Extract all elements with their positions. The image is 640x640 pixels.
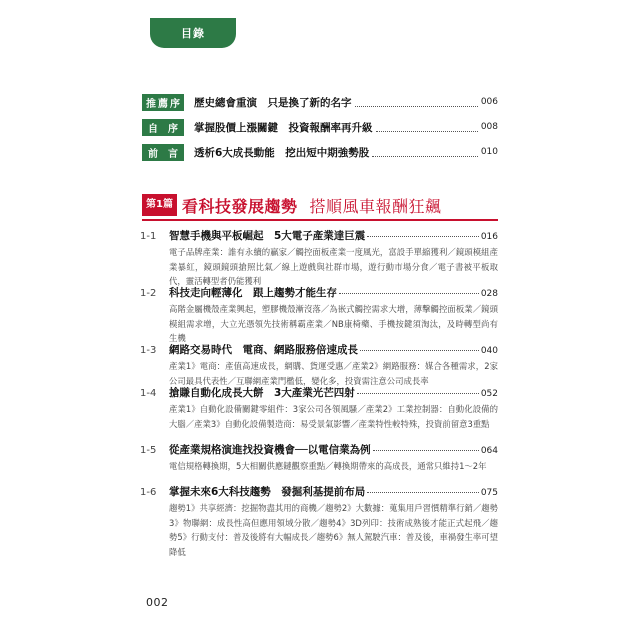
preface-title: 透析6大成長動能 挖出短中期強勢股 bbox=[194, 146, 370, 159]
preface-entry[interactable] bbox=[142, 143, 498, 161]
leader-dots bbox=[373, 450, 479, 451]
part-title: 看科技發展趨勢 bbox=[181, 196, 298, 216]
leader-dots bbox=[360, 350, 479, 351]
chapter-description: 高階金屬機殼產業興起，塑膠機殼漸沒落／為嵌式觸控需求大增，薄擊觸控面板業／鏡頭模組需求增，大立光憑領先技術稱霸產業／NB康椅藥、手機按鍵須淘汰，及時轉型尚有生機 bbox=[169, 304, 498, 343]
chapter-number: 1-5 bbox=[140, 445, 157, 456]
chapter-title: 網路交易時代 電商、網路服務倍速成長 bbox=[169, 344, 358, 356]
chapter-entry[interactable] bbox=[140, 484, 498, 559]
preface-title: 歷史總會重演 只是換了新的名字 bbox=[194, 96, 352, 109]
page-ref: 016 bbox=[480, 232, 498, 242]
label-char: 前 bbox=[148, 148, 158, 160]
part-badge: 第1篇 bbox=[142, 194, 177, 216]
chapter-description: 電子品牌產業：誰有永續的贏家／觸控面板產業一度風光，富設手單縮獲利／鏡頭模組產業暴紅，鏡頭鏡頭搶照比氣／線上遊戲與社群市場，遊行動市場分食／電子書被平板取代，靈活轉型者仍能獲利 bbox=[169, 247, 498, 286]
page-number: 002 bbox=[146, 596, 169, 609]
page-ref: 064 bbox=[480, 446, 498, 456]
label-char: 序 bbox=[168, 123, 178, 135]
part-subtitle: 搭順風車報酬狂飆 bbox=[309, 196, 442, 216]
preface-title: 掌握股價上漲關鍵 投資報酬率再升級 bbox=[194, 121, 373, 134]
toc-tab-label: 目錄 bbox=[181, 27, 205, 40]
leader-dots bbox=[372, 147, 478, 157]
chapter-description: 電信規格轉換期，5大相關供應鏈觀察重點／轉換期帶來的高成長，通常只維持1～2年 bbox=[169, 461, 487, 471]
chapter-description: 產業1》電商：產值高速成長，網購、貨運受惠／產業2》網路服務：媒合各種需求，2家公司最具代表性／互聯網產業門檻低，變化多，投資需注意公司成長率 bbox=[169, 361, 498, 386]
label-char: 推 bbox=[146, 98, 156, 110]
chapter-number: 1-6 bbox=[140, 487, 157, 498]
toc-tab bbox=[150, 18, 236, 48]
preface-label bbox=[142, 119, 184, 136]
page-ref: 052 bbox=[480, 389, 498, 399]
chapter-title: 從產業規格演進找投資機會──以電信業為例 bbox=[169, 444, 371, 456]
leader-dots bbox=[357, 393, 479, 394]
chapter-entry[interactable] bbox=[140, 285, 498, 346]
preface-label bbox=[142, 94, 184, 111]
leader-dots bbox=[376, 122, 478, 132]
chapter-title: 掌握未來6大科技趨勢 發掘利基提前布局 bbox=[169, 486, 366, 498]
chapter-entry[interactable] bbox=[140, 442, 498, 474]
leader-dots bbox=[339, 293, 479, 294]
preface-entry[interactable] bbox=[142, 93, 498, 111]
chapter-entry[interactable] bbox=[140, 228, 498, 289]
page-ref: 006 bbox=[480, 97, 498, 107]
chapter-entry[interactable] bbox=[140, 342, 498, 388]
part-divider bbox=[142, 219, 498, 221]
chapter-title: 搶賺自動化成長大餅 3大產業光芒四射 bbox=[169, 387, 355, 399]
page-ref: 010 bbox=[480, 147, 498, 157]
chapter-number: 1-1 bbox=[140, 231, 157, 242]
chapter-description: 趨勢1》共享經濟：挖掘物盡其用的商機／趨勢2》大數據：蒐集用戶習慣精準行銷／趨勢3》物聯網：成長性高但應用領域分散／趨勢4》3D列印：技術成熟後才能正式起飛／趨勢5》行動支付：普及後將有大幅成長／趨勢6》無人駕駛汽車：普及後，車禍發生率可望降低 bbox=[169, 503, 498, 557]
part-heading[interactable] bbox=[142, 192, 498, 218]
leader-dots bbox=[367, 236, 479, 237]
leader-dots bbox=[367, 492, 479, 493]
chapter-number: 1-4 bbox=[140, 388, 157, 399]
page-ref: 040 bbox=[480, 346, 498, 356]
chapter-title: 智慧手機與平板崛起 5大電子產業達巨震 bbox=[169, 230, 366, 242]
label-char: 自 bbox=[148, 123, 158, 135]
preface-label bbox=[142, 144, 184, 161]
page-ref: 075 bbox=[480, 488, 498, 498]
label-char: 序 bbox=[170, 98, 180, 110]
label-char: 薦 bbox=[158, 98, 168, 110]
label-char: 言 bbox=[168, 148, 178, 160]
chapter-title: 科技走向輕薄化 跟上趨勢才能生存 bbox=[169, 287, 337, 299]
chapter-description: 產業1》自動化設備關鍵零組件：3家公司各領風騷／產業2》工業控制器：自動化設備的大腦／產業3》自動化設備製造商：易受景氣影響／產業特性較特殊，投資前留意3重點 bbox=[169, 404, 498, 429]
page-ref: 008 bbox=[480, 122, 498, 132]
chapter-number: 1-3 bbox=[140, 345, 157, 356]
leader-dots bbox=[355, 97, 478, 107]
chapter-number: 1-2 bbox=[140, 288, 157, 299]
preface-entry[interactable] bbox=[142, 118, 498, 136]
chapter-entry[interactable] bbox=[140, 385, 498, 431]
page-ref: 028 bbox=[480, 289, 498, 299]
